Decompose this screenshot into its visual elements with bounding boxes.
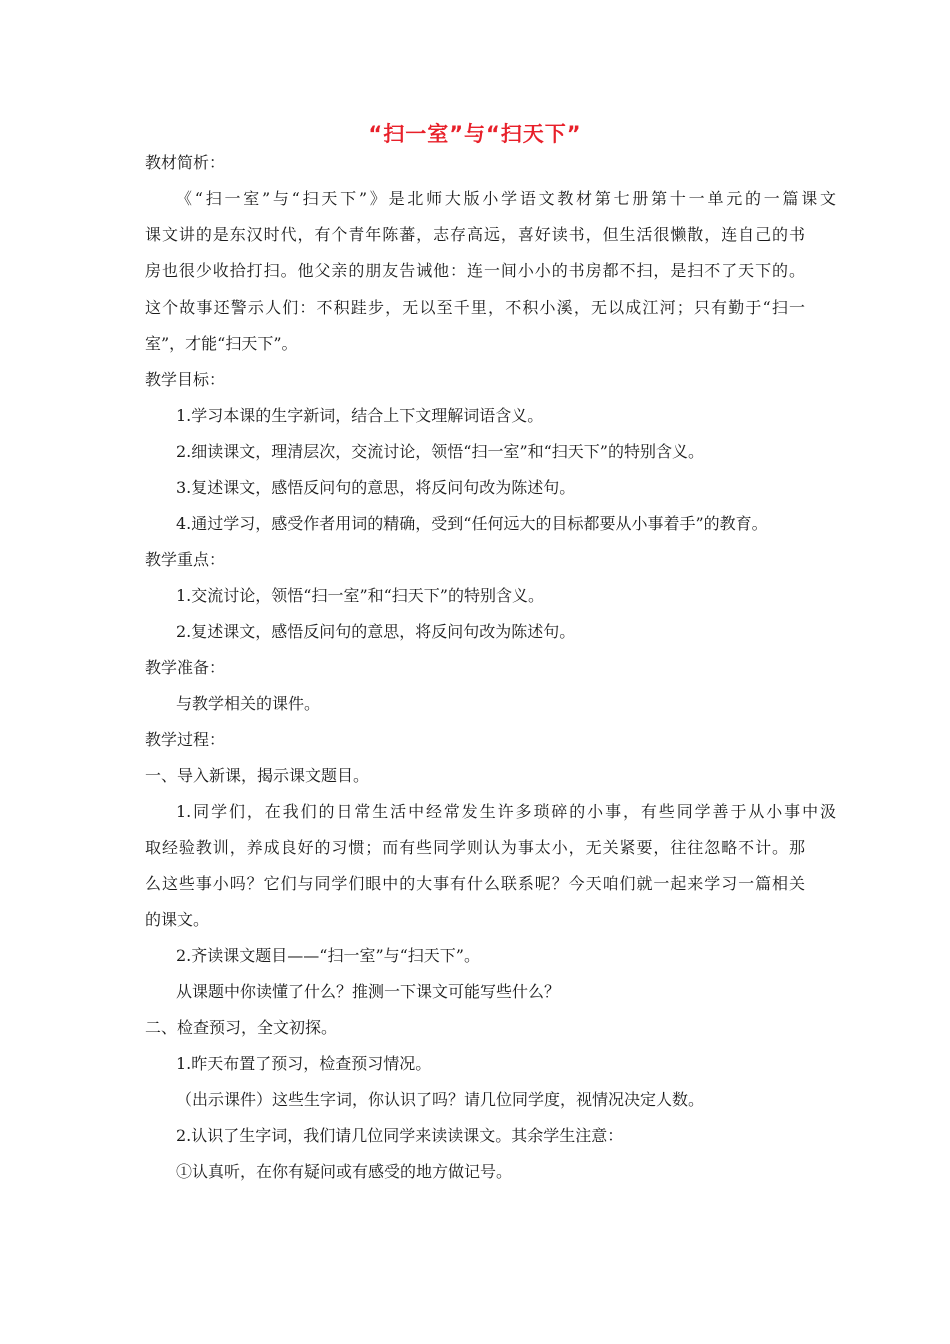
section-heading-prep: 教学准备： [145,658,226,677]
analysis-line: 这个故事还警示人们：不积跬步，无以至千里，不积小溪，无以成江河；只有勤于“扫一 [145,298,805,317]
step2-heading: 二、检查预习，全文初探。 [145,1018,338,1037]
analysis-line: 课文讲的是东汉时代，有个青年陈蕃，志存高远，喜好读书，但生活很懒散，连自己的书 [145,225,805,244]
step1-paragraph-line: 的课文。 [145,910,210,929]
analysis-line: 《“扫一室”与“扫天下”》是北师大版小学语文教材第七册第十一单元的一篇课文 [176,189,836,208]
step1-item: 从课题中你读懂了什么？推测一下课文可能写些什么？ [176,982,561,1001]
keypoint-item: 1.交流讨论，领悟“扫一室”和“扫天下”的特别含义。 [176,586,544,605]
section-heading-goals: 教学目标： [145,370,226,389]
prep-text: 与教学相关的课件。 [176,694,321,713]
step1-heading: 一、导入新课，揭示课文题目。 [145,766,370,785]
step1-item: 2.齐读课文题目——“扫一室”与“扫天下”。 [176,946,480,965]
step2-item: 1.昨天布置了预习，检查预习情况。 [176,1054,432,1073]
section-heading-keypoints: 教学重点： [145,550,226,569]
keypoint-item: 2.复述课文，感悟反问句的意思，将反问句改为陈述句。 [176,622,576,641]
goal-item: 1.学习本课的生字新词，结合上下文理解词语含义。 [176,406,544,425]
goal-item: 4.通过学习，感受作者用词的精确，受到“任何远大的目标都要从小事着手”的教育。 [176,514,768,533]
step1-paragraph-line: 么这些事小吗？它们与同学们眼中的大事有什么联系呢？今天咱们就一起来学习一篇相关 [145,874,805,893]
goal-item: 2.细读课文，理清层次，交流讨论，领悟“扫一室”和“扫天下”的特别含义。 [176,442,704,461]
goal-item: 3.复述课文，感悟反问句的意思，将反问句改为陈述句。 [176,478,576,497]
step2-item: 2.认识了生字词，我们请几位同学来读读课文。其余学生注意： [176,1126,624,1145]
analysis-line: 房也很少收拾打扫。他父亲的朋友告诫他：连一间小小的书房都不扫，是扫不了天下的。 [145,261,805,280]
step1-paragraph-line: 取经验教训，养成良好的习惯；而有些同学则认为事太小，无关紧要，往往忽略不计。那 [145,838,805,857]
section-heading-process: 教学过程： [145,730,226,749]
step2-item: （出示课件）这些生字词，你认识了吗？请几位同学度，视情况决定人数。 [176,1090,705,1109]
step2-item: ①认真听，在你有疑问或有感受的地方做记号。 [176,1162,513,1181]
document-title: “扫一室”与“扫天下” [368,122,582,146]
section-heading-analysis: 教材简析： [145,153,226,172]
analysis-line: 室”，才能“扫天下”。 [145,334,298,353]
step1-paragraph-line: 1.同学们，在我们的日常生活中经常发生许多琐碎的小事，有些同学善于从小事中汲 [176,802,836,821]
